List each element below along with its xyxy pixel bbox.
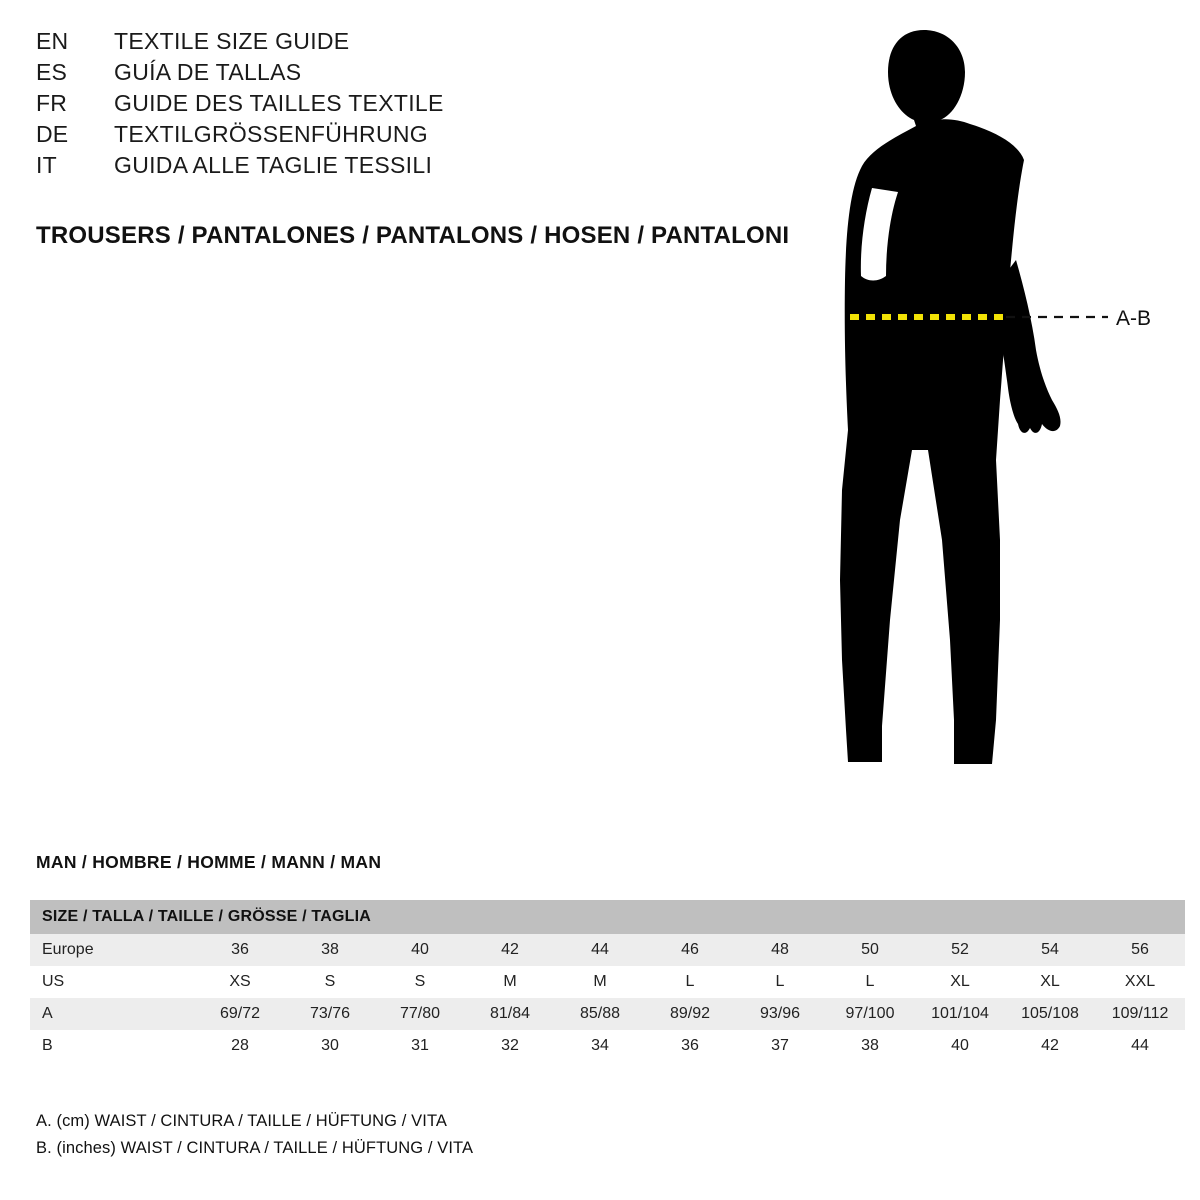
- cell-a-9: 105/108: [1005, 998, 1095, 1030]
- table-header-cell: SIZE / TALLA / TAILLE / GRÖSSE / TAGLIA: [30, 900, 1185, 934]
- cell-europe-2: 40: [375, 934, 465, 966]
- cell-b-10: 44: [1095, 1030, 1185, 1062]
- footnotes: [36, 1108, 936, 1161]
- row-label-b: B: [30, 1030, 195, 1062]
- footnote-a: A. (cm) WAIST / CINTURA / TAILLE / HÜFTUNG / VITA: [36, 1112, 448, 1130]
- cell-europe-5: 46: [645, 934, 735, 966]
- cell-europe-7: 50: [825, 934, 915, 966]
- cell-europe-9: 54: [1005, 934, 1095, 966]
- cell-europe-1: 38: [285, 934, 375, 966]
- cell-a-8: 101/104: [915, 998, 1005, 1030]
- cell-us-4: M: [555, 966, 645, 998]
- language-text-it: GUIDA ALLE TAGLIE TESSILI: [114, 152, 433, 178]
- cell-us-5: L: [645, 966, 735, 998]
- language-code-it: IT: [36, 152, 57, 178]
- cell-europe-3: 42: [465, 934, 555, 966]
- cell-b-9: 42: [1005, 1030, 1095, 1062]
- cell-us-3: M: [465, 966, 555, 998]
- cell-europe-10: 56: [1095, 934, 1185, 966]
- cell-us-7: L: [825, 966, 915, 998]
- cell-b-7: 38: [825, 1030, 915, 1062]
- row-label-us: US: [30, 966, 195, 998]
- language-title-block: [36, 28, 796, 183]
- cell-a-10: 109/112: [1095, 998, 1185, 1030]
- waist-measure-label: A-B: [1116, 307, 1152, 330]
- cell-b-6: 37: [735, 1030, 825, 1062]
- table-row: [30, 998, 1185, 1030]
- cell-us-10: XXL: [1095, 966, 1185, 998]
- language-text-fr: GUIDE DES TAILLES TEXTILE: [114, 90, 444, 116]
- cell-a-5: 89/92: [645, 998, 735, 1030]
- cell-us-6: L: [735, 966, 825, 998]
- language-row-en: [36, 28, 796, 59]
- table-row: [30, 966, 1185, 998]
- cell-a-1: 73/76: [285, 998, 375, 1030]
- cell-b-3: 32: [465, 1030, 555, 1062]
- cell-europe-0: 36: [195, 934, 285, 966]
- cell-b-2: 31: [375, 1030, 465, 1062]
- cell-b-8: 40: [915, 1030, 1005, 1062]
- table-row: [30, 1030, 1185, 1062]
- cell-us-9: XL: [1005, 966, 1095, 998]
- language-text-de: TEXTILGRÖSSENFÜHRUNG: [114, 121, 428, 147]
- table-section-label: MAN / HOMBRE / HOMME / MANN / MAN: [36, 852, 382, 872]
- size-table: [30, 900, 1185, 1062]
- language-code-de: DE: [36, 121, 69, 147]
- garment-type-title: TROUSERS / PANTALONES / PANTALONS / HOSEN / PANTALONI: [36, 222, 790, 249]
- table-row: [30, 934, 1185, 966]
- language-row-fr: [36, 90, 796, 121]
- cell-a-3: 81/84: [465, 998, 555, 1030]
- language-row-it: [36, 152, 796, 183]
- footnote-b: B. (inches) WAIST / CINTURA / TAILLE / HÜFTUNG / VITA: [36, 1138, 474, 1157]
- table-header-row: [30, 900, 1185, 934]
- cell-us-8: XL: [915, 966, 1005, 998]
- language-code-es: ES: [36, 59, 68, 85]
- cell-a-2: 77/80: [375, 998, 465, 1030]
- row-label-a: A: [30, 998, 195, 1030]
- cell-a-6: 93/96: [735, 998, 825, 1030]
- row-label-europe: Europe: [30, 934, 195, 966]
- language-text-en: TEXTILE SIZE GUIDE: [114, 28, 350, 54]
- cell-b-5: 36: [645, 1030, 735, 1062]
- cell-b-4: 34: [555, 1030, 645, 1062]
- language-code-fr: FR: [36, 90, 68, 116]
- cell-europe-8: 52: [915, 934, 1005, 966]
- language-code-en: EN: [36, 28, 69, 54]
- cell-us-0: XS: [195, 966, 285, 998]
- cell-b-1: 30: [285, 1030, 375, 1062]
- cell-a-7: 97/100: [825, 998, 915, 1030]
- language-row-es: [36, 59, 796, 90]
- cell-a-0: 69/72: [195, 998, 285, 1030]
- cell-europe-4: 44: [555, 934, 645, 966]
- male-silhouette-icon: [840, 30, 1061, 764]
- language-row-de: [36, 121, 796, 152]
- cell-europe-6: 48: [735, 934, 825, 966]
- cell-a-4: 85/88: [555, 998, 645, 1030]
- silhouette-figure: [820, 20, 1200, 800]
- language-text-es: GUÍA DE TALLAS: [114, 59, 302, 85]
- cell-us-1: S: [285, 966, 375, 998]
- cell-b-0: 28: [195, 1030, 285, 1062]
- cell-us-2: S: [375, 966, 465, 998]
